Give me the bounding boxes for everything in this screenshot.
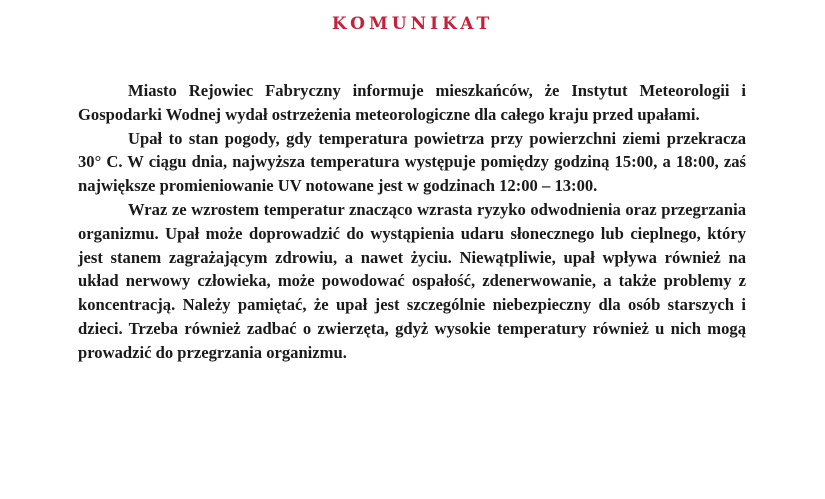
page-title: KOMUNIKAT [331,14,494,34]
paragraph-warning-issued: Miasto Rejowiec Fabryczny informuje mieszkańców, że Instytut Meteorologii i Gospodarki Wodnej wydał ostrzeżenia meteorologiczne dla całego kraju przed upałami. [78,81,746,124]
announcement-body [78,79,746,365]
paragraph-heat-definition: Upał to stan pogody, gdy temperatura powietrza przy powierzchni ziemi przekracza 30° C. W ciągu dnia, najwyższa temperatura występuje pomiędzy godziną 15:00, a 18:00, zaś największe promieniowanie UV notowane jest w godzinach 12:00 – 13:00. [78,128,746,196]
paragraph-health-risks: Wraz ze wzrostem temperatur znacząco wzrasta ryzyko odwodnienia oraz przegrzania organizmu. Upał może doprowadzić do wystąpienia udaru słonecznego lub cieplnego, który jest stanem zagrażającym zdrowiu, a nawet życiu. Niewątpliwie, upał wpływa również na układ nerwowy człowieka, może powodować ospałość, zdenerwowanie, a także problemy z koncentracją. Należy pamiętać, że upał jest szczególnie niebezpieczny dla osób starszych i dzieci. Trzeba również zadbać o zwierzęta, gdyż wysokie temperatury również u nich mogą prowadzić do przegrzania organizmu. [78,199,746,362]
